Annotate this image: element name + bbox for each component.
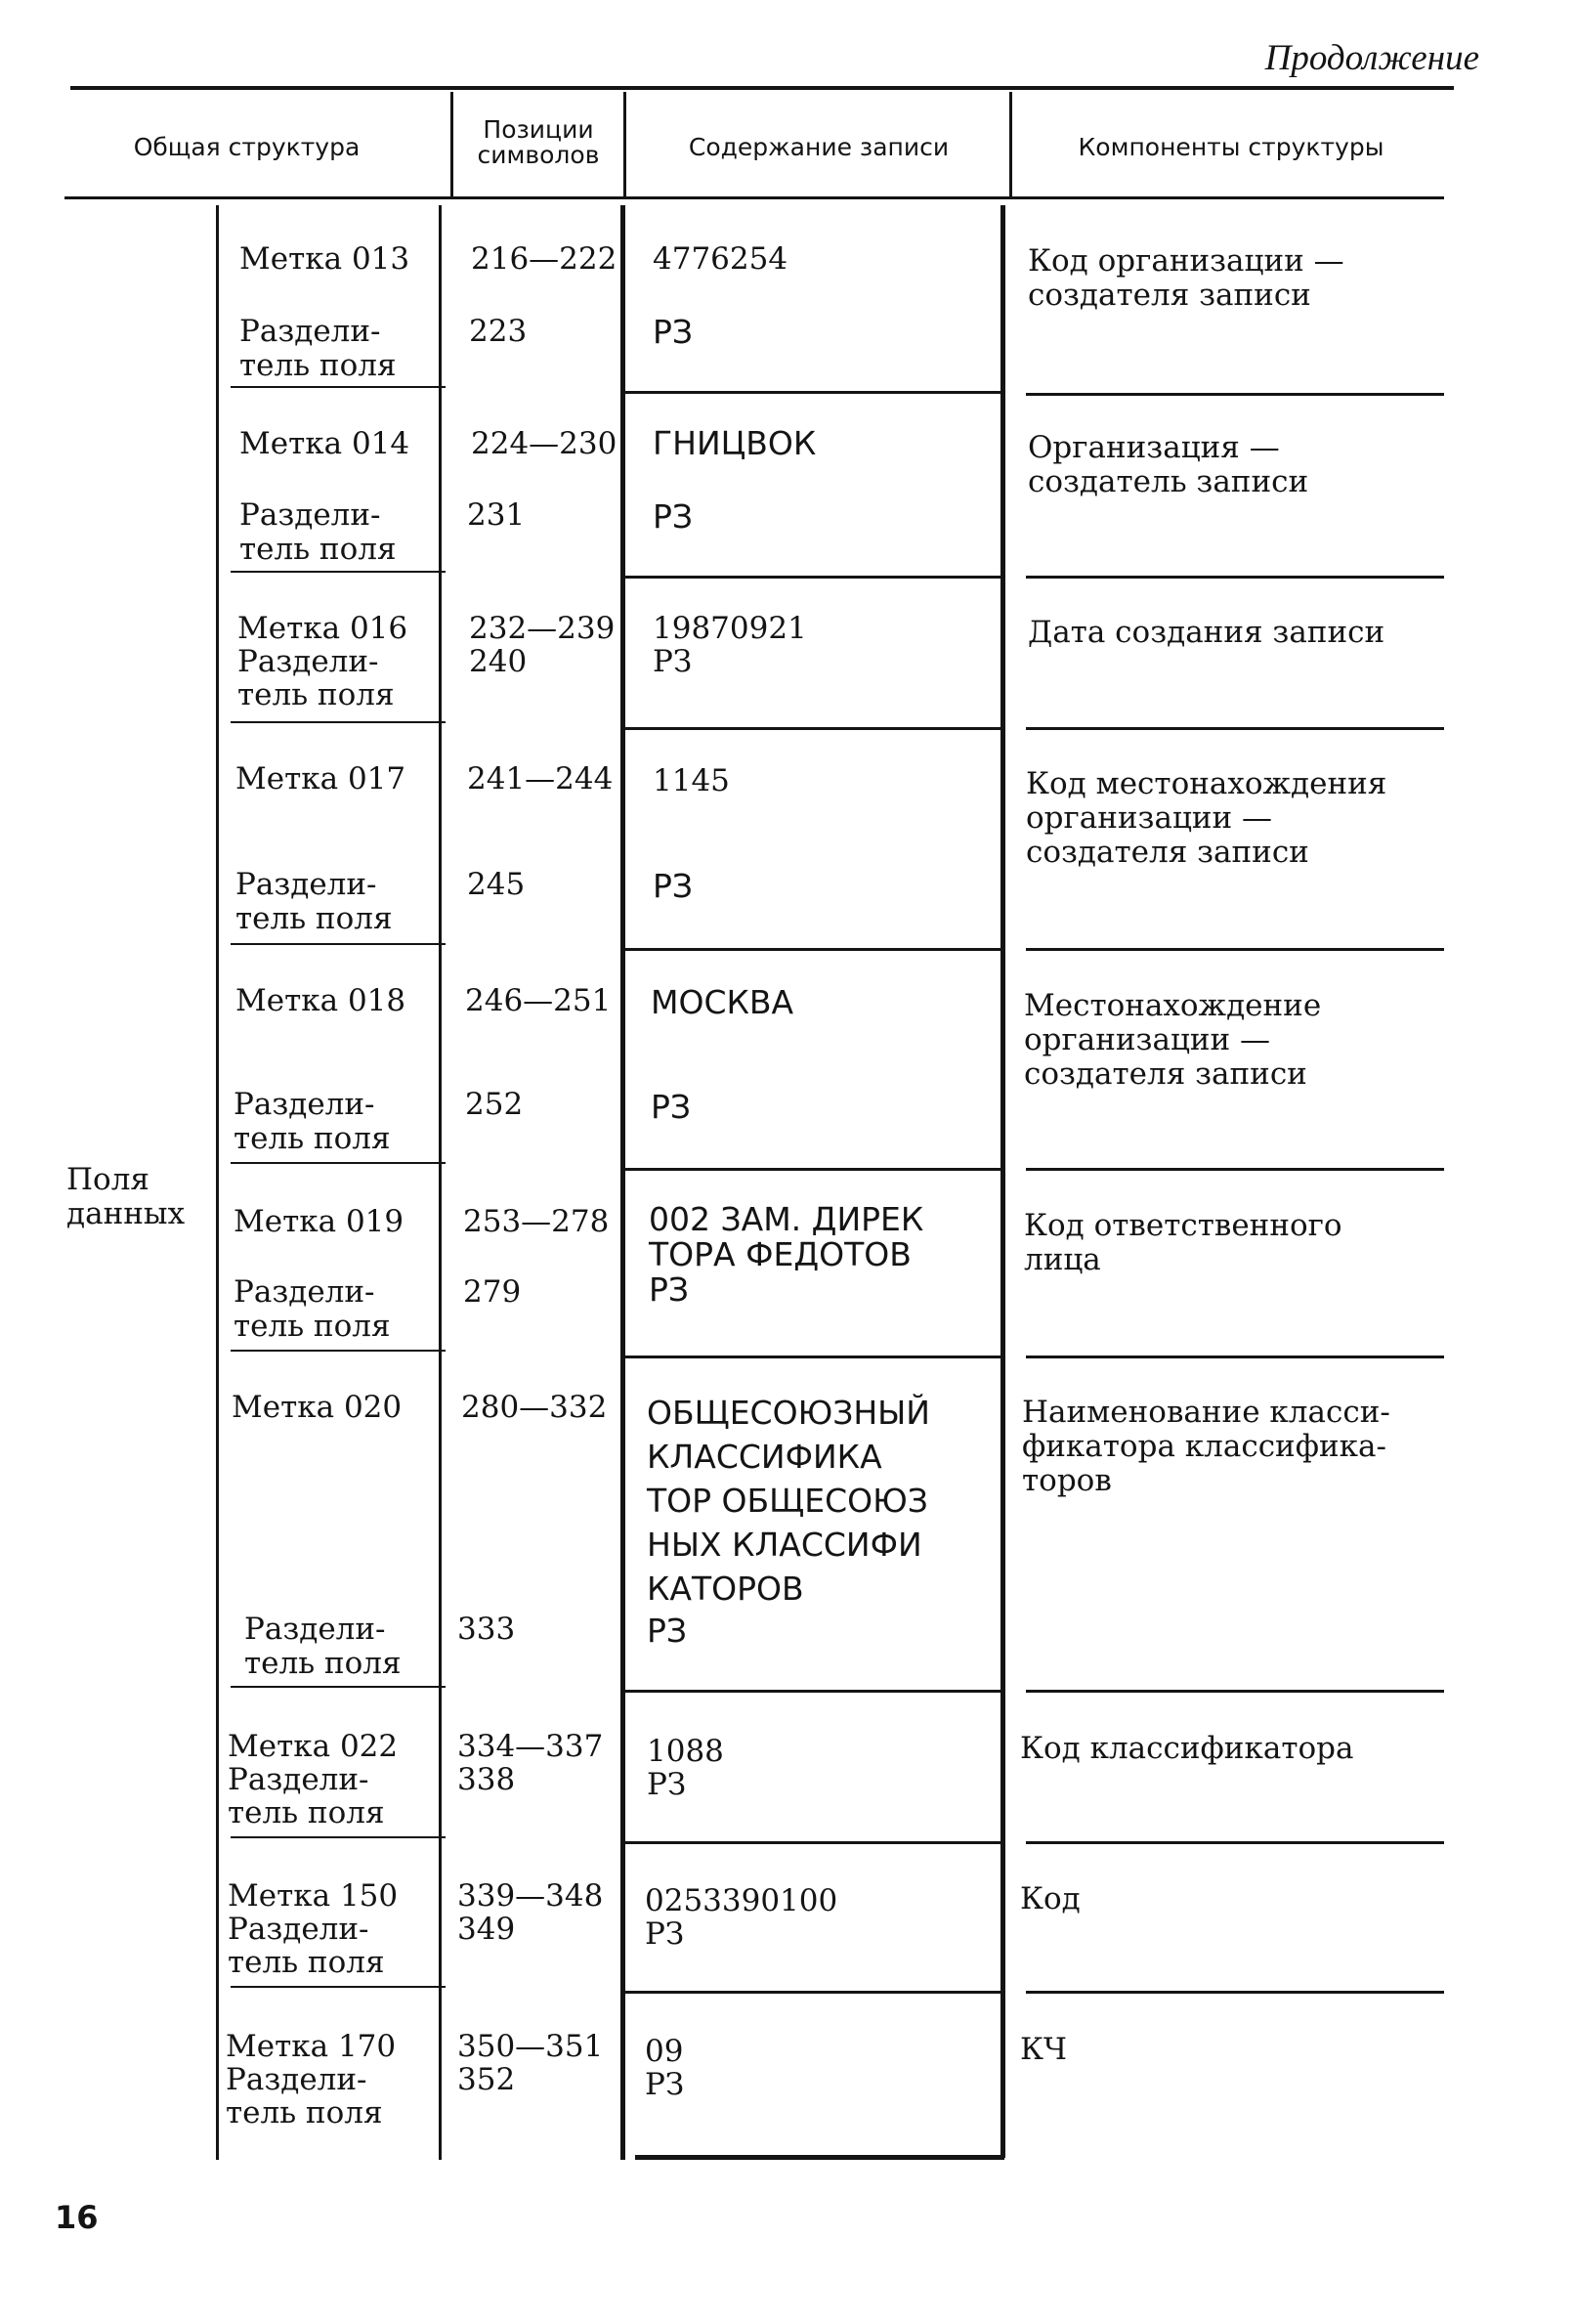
row-divider xyxy=(1026,948,1444,951)
row-separator-label: Раздели- тель поля xyxy=(239,497,397,567)
row-tag-content: 19870921 РЗ xyxy=(653,611,807,679)
row-divider xyxy=(625,576,1001,579)
header-positions: Позиции символов xyxy=(477,115,600,169)
row-tag-label: Метка 018 xyxy=(235,983,406,1018)
row-tag-content: МОСКВА xyxy=(651,983,794,1021)
row-divider xyxy=(625,1690,1001,1693)
row-divider xyxy=(1026,393,1444,396)
row-tag-content: 1145 xyxy=(653,763,730,798)
row-tag-positions: 334—337 338 xyxy=(457,1729,604,1797)
row-separator-label: Раздели- тель поля xyxy=(234,1274,391,1344)
row-separator-label: Раздели- тель поля xyxy=(234,1087,391,1156)
row-divider xyxy=(625,1991,1001,1994)
row-separator-content: РЗ xyxy=(653,867,694,905)
row-tag-positions: 350—351 352 xyxy=(457,2029,604,2097)
row-divider xyxy=(231,721,446,723)
row-tag-content: 002 ЗАМ. ДИРЕК ТОРА ФЕДОТОВ РЗ xyxy=(649,1200,924,1309)
row-separator-content: РЗ xyxy=(647,1612,688,1650)
row-divider xyxy=(231,1686,446,1688)
row-tag-positions: 339—348 349 xyxy=(457,1878,604,1947)
row-tag-label: Метка 020 xyxy=(232,1390,403,1425)
row-tag-positions: 241—244 xyxy=(467,761,614,796)
row-component: Код ответственного лица xyxy=(1024,1208,1342,1277)
row-separator-label: Раздели- тель поля xyxy=(239,314,397,383)
row-tag-positions: 280—332 xyxy=(461,1390,608,1425)
row-divider xyxy=(231,1162,446,1164)
row-divider xyxy=(231,1836,446,1838)
row-tag-label: Метка 014 xyxy=(239,426,410,461)
row-separator-positions: 245 xyxy=(467,867,526,902)
row-component: Местонахождение организации — создателя записи xyxy=(1024,988,1322,1092)
header-divider-2 xyxy=(623,92,626,197)
row-tag-positions: 246—251 xyxy=(465,983,612,1018)
row-component: Код местонахождения организации — создателя записи xyxy=(1026,766,1387,870)
row-separator-positions: 333 xyxy=(457,1612,516,1647)
row-tag-content: ОБЩЕСОЮЗНЫЙ КЛАССИФИКА ТОР ОБЩЕСОЮЗ НЫХ КЛАССИФИ КАТОРОВ xyxy=(647,1394,930,1608)
row-divider xyxy=(1026,1991,1444,1994)
row-component: Код xyxy=(1020,1881,1081,1916)
row-tag-content: 4776254 xyxy=(653,241,788,277)
tag-column-left-rule xyxy=(216,205,219,2160)
row-tag-content: 0253390100 РЗ xyxy=(645,1883,838,1952)
row-tag-label: Метка 016 Раздели- тель поля xyxy=(237,611,408,712)
row-component: Дата создания записи xyxy=(1028,615,1385,650)
row-divider xyxy=(625,948,1001,951)
row-separator-positions: 252 xyxy=(465,1087,524,1122)
continuation-title: Продолжение xyxy=(1264,38,1479,78)
row-tag-label: Метка 019 xyxy=(234,1204,404,1239)
content-bottom-rule xyxy=(635,2155,1004,2160)
row-divider xyxy=(1026,1841,1444,1844)
row-component: КЧ xyxy=(1020,2032,1067,2067)
row-divider xyxy=(625,391,1001,394)
header-content: Содержание записи xyxy=(688,133,950,161)
row-divider xyxy=(1026,1168,1444,1171)
group-label-data-fields: Поля данных xyxy=(66,1162,186,1231)
row-divider xyxy=(1026,1356,1444,1358)
row-component: Наименование класси- фикатора классифика- торов xyxy=(1022,1395,1390,1498)
row-tag-positions: 224—230 xyxy=(471,426,617,461)
row-separator-positions: 223 xyxy=(469,314,528,349)
row-component: Код классификатора xyxy=(1020,1731,1354,1766)
positions-column-left-rule xyxy=(439,205,442,2160)
row-divider xyxy=(231,1986,446,1988)
row-divider xyxy=(1026,576,1444,579)
row-separator-positions: 231 xyxy=(467,497,526,533)
row-tag-label: Метка 170 Раздели- тель поля xyxy=(226,2029,397,2130)
row-divider xyxy=(625,727,1001,730)
row-tag-label: Метка 017 xyxy=(235,761,406,796)
content-column-right-rule xyxy=(1000,205,1005,2158)
row-tag-label: Метка 022 Раздели- тель поля xyxy=(228,1729,399,1830)
row-divider xyxy=(625,1841,1001,1844)
row-tag-positions: 253—278 xyxy=(463,1204,610,1239)
header-components: Компоненты структуры xyxy=(1078,133,1384,161)
row-tag-label: Метка 013 xyxy=(239,241,410,277)
header-bottom-rule xyxy=(64,196,1444,199)
row-divider xyxy=(231,943,446,945)
header-divider-3 xyxy=(1009,92,1012,197)
row-tag-content: 09 РЗ xyxy=(645,2034,685,2102)
row-component: Код организации — создателя записи xyxy=(1028,243,1344,313)
row-tag-positions: 216—222 xyxy=(471,241,617,277)
table-top-rule xyxy=(70,86,1454,90)
row-tag-content: ГНИЦВОК xyxy=(653,424,817,462)
row-separator-content: РЗ xyxy=(653,497,694,536)
row-divider xyxy=(231,571,446,573)
row-tag-label: Метка 150 Раздели- тель поля xyxy=(228,1878,399,1980)
row-tag-positions: 232—239 240 xyxy=(469,611,616,679)
row-component: Организация — создатель записи xyxy=(1028,430,1309,499)
page-number: 16 xyxy=(55,2199,99,2236)
row-divider xyxy=(1026,727,1444,730)
row-divider xyxy=(231,1350,446,1352)
row-tag-content: 1088 РЗ xyxy=(647,1734,724,1802)
content-column-left-rule xyxy=(620,205,625,2160)
row-separator-content: РЗ xyxy=(651,1088,692,1126)
header-structure: Общая структура xyxy=(133,133,361,161)
row-divider xyxy=(1026,1690,1444,1693)
row-divider xyxy=(231,386,446,388)
header-divider-1 xyxy=(450,92,453,197)
row-separator-positions: 279 xyxy=(463,1274,522,1310)
row-divider xyxy=(625,1356,1001,1358)
row-divider xyxy=(625,1168,1001,1171)
row-separator-label: Раздели- тель поля xyxy=(244,1612,402,1681)
row-separator-content: РЗ xyxy=(653,313,694,351)
row-separator-label: Раздели- тель поля xyxy=(235,867,393,936)
